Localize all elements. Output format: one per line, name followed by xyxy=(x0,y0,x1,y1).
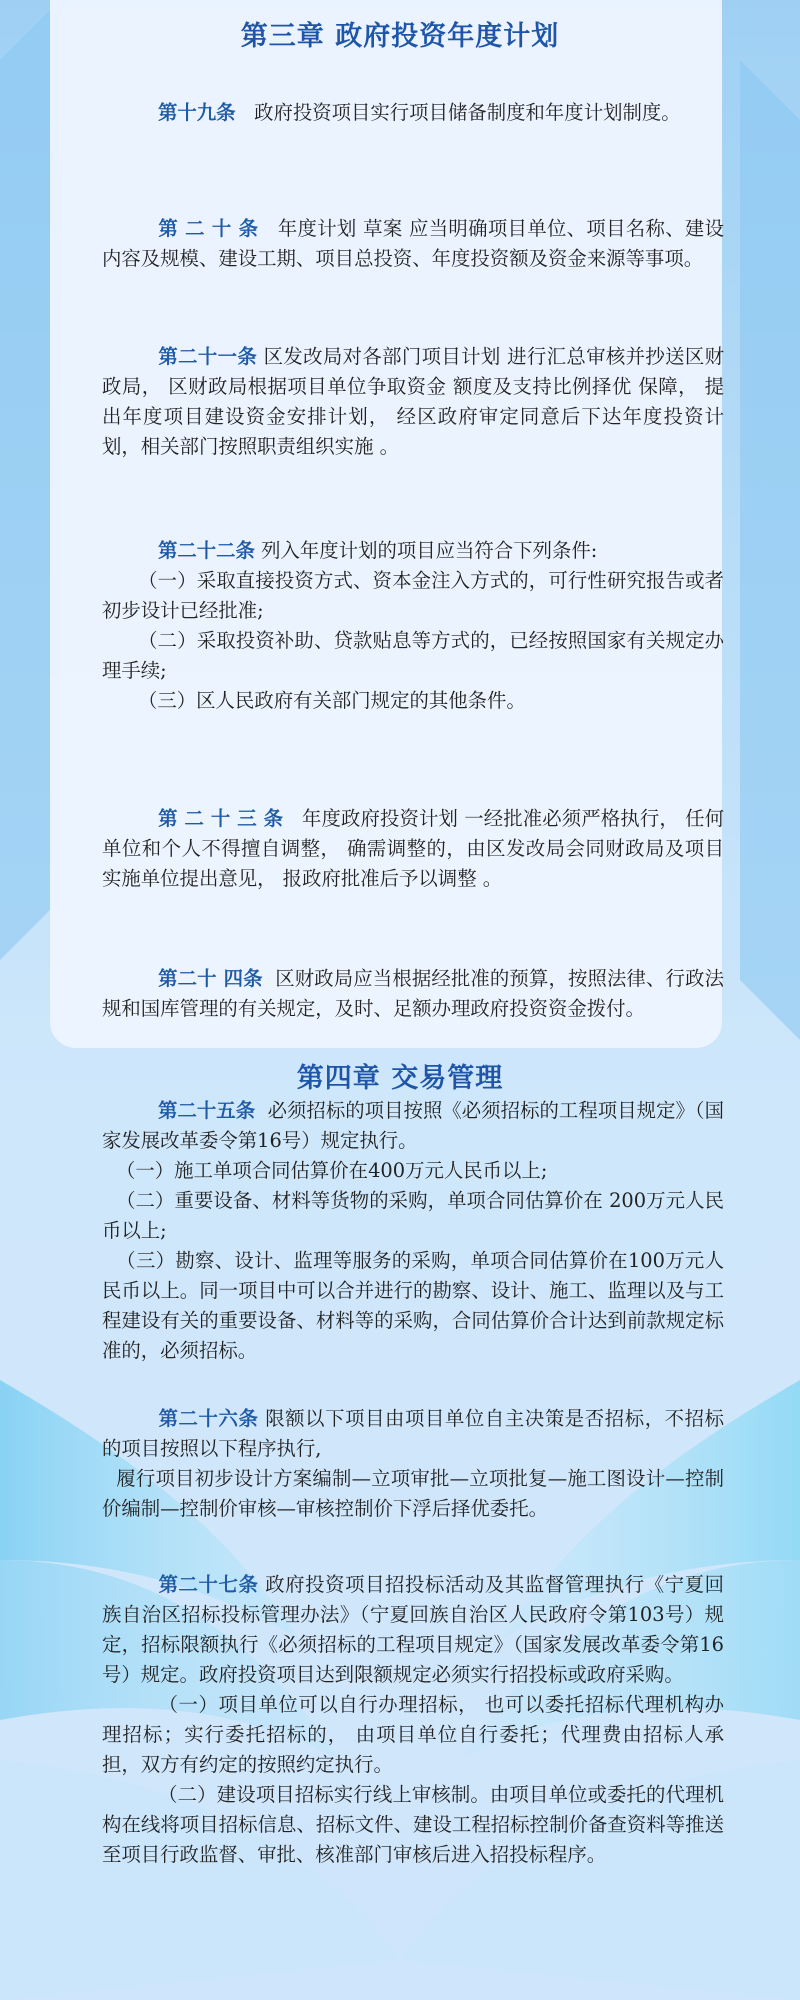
article-24-label: 第二十 四条 xyxy=(158,967,263,990)
article-21-label: 第二十一条 xyxy=(158,345,258,368)
chapter-4-title: 第四章 交易管理 xyxy=(296,1063,504,1094)
article-19 xyxy=(102,98,724,128)
article-26-flow: 履行项目初步设计方案编制—立项审批—立项批复—施工图设计—控制价编制—控制价审核—审核控制价下浮后择优委托。 xyxy=(102,1467,724,1520)
article-27-text: 政府投资项目招投标活动及其监督管理执行《宁夏回族自治区招标投标管理办法》（宁夏回族自治区人民政府令第103号）规定，招标限额执行《必须招标的工程项目规定》（国家发展改革委令第16号）规定。政府投资项目达到限额规定必须实行招投标或政府采购。 xyxy=(102,1573,725,1686)
article-25 xyxy=(102,1096,724,1366)
article-25-label: 第二十五条 xyxy=(158,1099,256,1122)
article-22-item-1: （一）采取直接投资方式、资本金注入方式的，可行性研究报告或者初步设计已经批准; xyxy=(102,569,724,622)
article-25-item-2: （二）重要设备、材料等货物的采购，单项合同估算价在 200万元人民币以上; xyxy=(102,1189,724,1242)
article-26-text: 限额以下项目由项目单位自主决策是否招标，不招标的项目按照以下程序执行, xyxy=(102,1407,725,1460)
article-22-item-2: （二）采取投资补助、贷款贴息等方式的，已经按照国家有关规定办理手续; xyxy=(102,629,724,682)
article-22-text: 列入年度计划的项目应当符合下列条件: xyxy=(261,539,598,562)
article-23-label: 第 二 十 三 条 xyxy=(158,807,284,830)
article-22-label: 第二十二条 xyxy=(158,539,255,562)
article-25-item-3: （三）勘察、设计、监理等服务的采购，单项合同估算价在100万元人民币以上。同一项目中可以合并进行的勘察、设计、施工、监理以及与工程建设有关的重要设备、材料等的采购，合同估算价合计达到前款规定标准的，必须招标。 xyxy=(102,1249,724,1362)
article-22-item-3: （三）区人民政府有关部门规定的其他条件。 xyxy=(138,689,526,712)
article-20-label: 第 二 十 条 xyxy=(158,217,259,240)
article-26 xyxy=(102,1404,724,1524)
article-20-text: 年度计划 草案 应当明确项目单位、项目名称、建设内容及规模、建设工期、项目总投资、年度投资额及资金来源等事项。 xyxy=(102,217,725,270)
article-27-label: 第二十七条 xyxy=(158,1573,259,1596)
article-20 xyxy=(102,214,724,274)
article-25-text: 必须招标的项目按照《必须招标的工程项目规定》（国家发展改革委令第16号）规定执行。 xyxy=(102,1099,725,1152)
article-24 xyxy=(102,964,724,1024)
article-22 xyxy=(102,536,724,716)
article-21-text: 区发改局对各部门项目计划 进行汇总审核并抄送区财政局， 区财政局根据项目单位争取资金 额度及支持比例择优 保障， 提出年度项目建设资金安排计划， 经区政府审定同意后下达年度投资计划，相关部门按照职责组织实施 。 xyxy=(102,345,725,458)
chapter-3-title: 第三章 政府投资年度计划 xyxy=(240,21,560,52)
article-27-item-1: （一）项目单位可以自行办理招标， 也可以委托招标代理机构办理招标；实行委托招标的， 由项目单位自行委托；代理费由招标人承担，双方有约定的按照约定执行。 xyxy=(102,1693,724,1776)
article-25-item-1: （一）施工单项合同估算价在400万元人民币以上; xyxy=(116,1159,548,1182)
article-26-label: 第二十六条 xyxy=(158,1407,259,1430)
article-21 xyxy=(102,342,724,462)
article-23 xyxy=(102,804,724,894)
article-23-text: 年度政府投资计划 一经批准必须严格执行， 任何单位和个人不得擅自调整， 确需调整的，由区发改局会同财政局及项目实施单位提出意见， 报政府批准后予以调整 。 xyxy=(102,807,724,890)
article-19-text: 政府投资项目实行项目储备制度和年度计划制度。 xyxy=(254,101,681,124)
article-24-text: 区财政局应当根据经批准的预算，按照法律、行政法规和国库管理的有关规定，及时、足额办理政府投资资金拨付。 xyxy=(102,967,725,1020)
article-27-item-2: （二）建设项目招标实行线上审核制。由项目单位或委托的代理机构在线将项目招标信息、招标文件、建设工程招标控制价备查资料等推送至项目行政监督、审批、核准部门审核后进入招投标程序。 xyxy=(102,1783,724,1866)
article-19-label: 第十九条 xyxy=(158,101,236,124)
article-27 xyxy=(102,1570,724,1870)
